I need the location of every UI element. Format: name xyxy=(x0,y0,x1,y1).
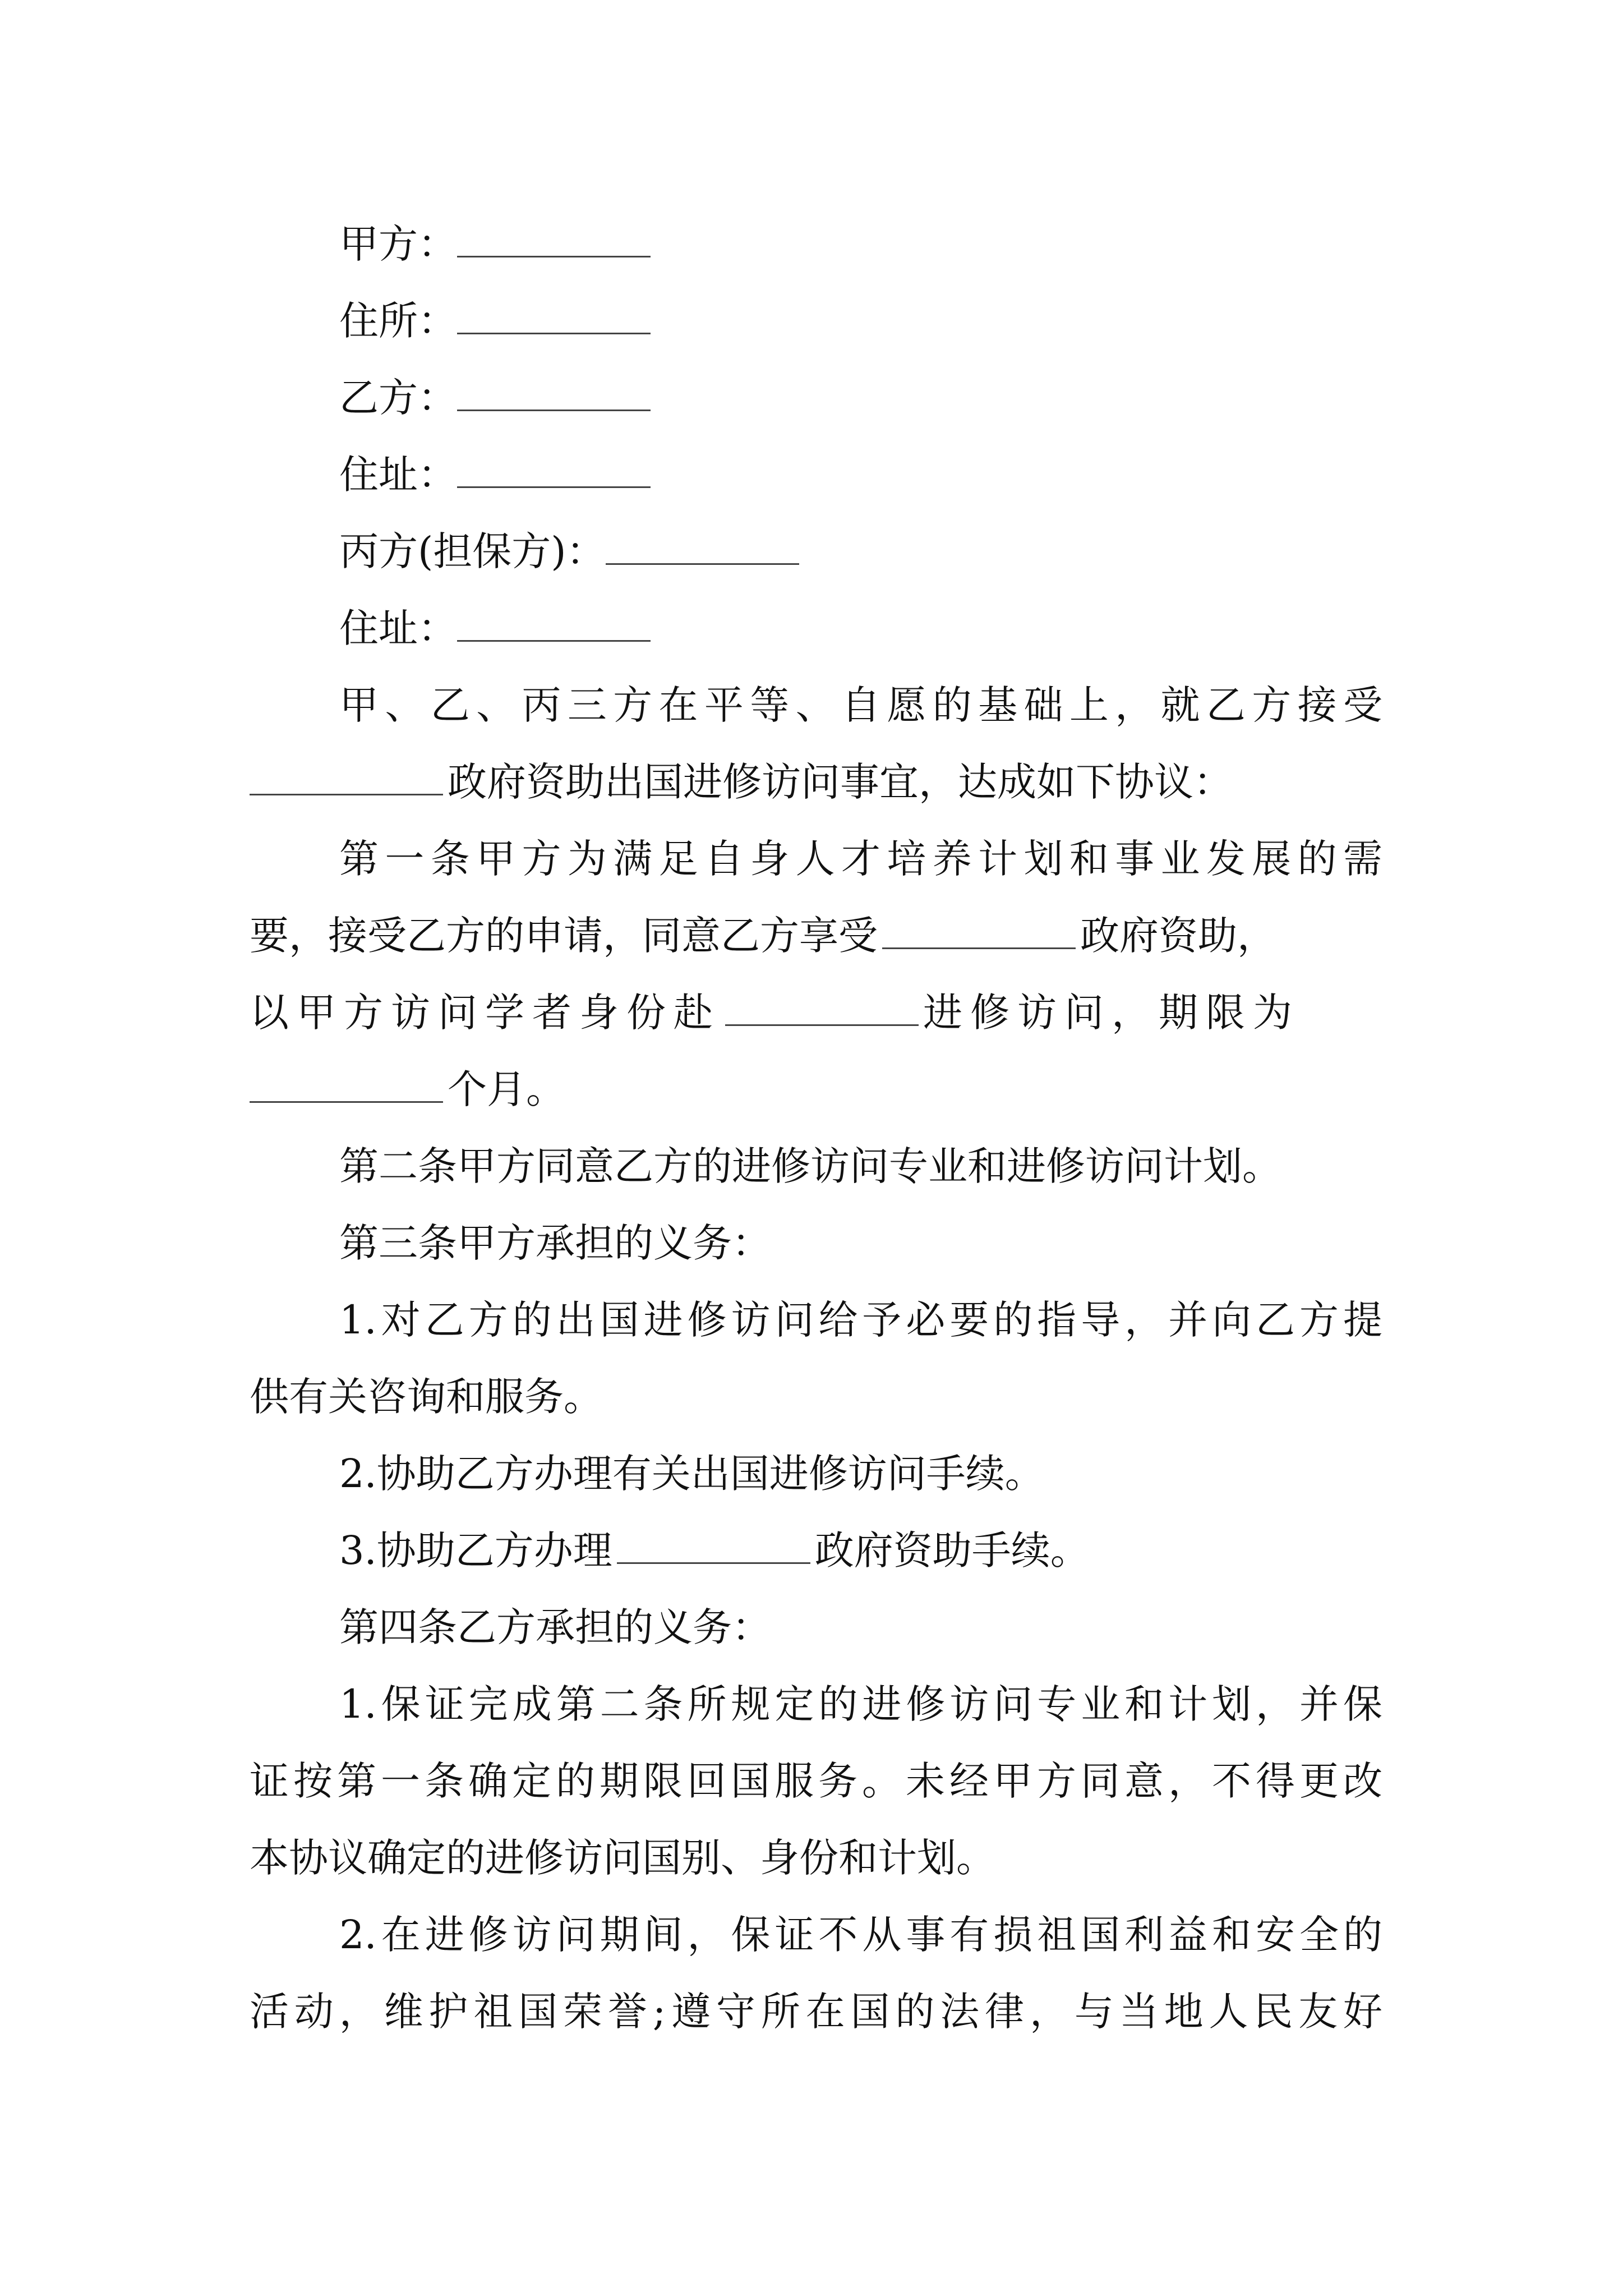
intro-line-2 xyxy=(250,754,1382,810)
party-b-address-label: 住址： xyxy=(339,452,457,498)
article4-title: 第四条乙方承担的义务： xyxy=(339,1604,771,1650)
intro-line-2-text: 政府资助出国进修访问事宜，达成如下协议： xyxy=(448,759,1233,805)
article1-line-4-after: 个月。 xyxy=(448,1066,565,1112)
party-c-label: 丙方(担保方)： xyxy=(339,528,606,574)
article1-line-3-before: 以甲方访问学者身份赴 xyxy=(250,990,721,1036)
party-b-blank xyxy=(457,376,651,411)
party-c-blank xyxy=(606,530,799,565)
intro-blank xyxy=(250,760,443,795)
article1-funding-blank xyxy=(882,914,1076,949)
article4-item1-line-2: 证按第一条确定的期限回国服务。未经甲方同意，不得更改 xyxy=(250,1758,1382,1804)
article1-line-2-before: 要，接受乙方的申请，同意乙方享受 xyxy=(250,913,878,959)
party-c-address-blank xyxy=(457,606,651,642)
party-b-label: 乙方： xyxy=(339,375,457,421)
party-c-row xyxy=(339,523,1382,579)
article3-item3-after: 政府资助手续。 xyxy=(814,1527,1090,1573)
article1-line-2 xyxy=(250,908,1382,964)
article3-item3-blank xyxy=(617,1529,810,1564)
article4-item2-line-1: 2.在进修访问期间，保证不从事有损祖国利益和安全的 xyxy=(339,1912,1382,1958)
article4-item2-line-2: 活动，维护祖国荣誉;遵守所在国的法律，与当地人民友好 xyxy=(250,1989,1382,2035)
intro-line-1: 甲、乙、丙三方在平等、自愿的基础上，就乙方接受 xyxy=(339,682,1382,728)
article1-months-blank xyxy=(250,1068,443,1103)
article3-item1-line-2: 供有关咨询和服务。 xyxy=(250,1374,603,1420)
article1-line-3-after: 进修访问，期限为 xyxy=(923,990,1300,1036)
party-b-address-row xyxy=(339,447,1382,503)
article2-text: 第二条甲方同意乙方的进修访问专业和进修访问计划。 xyxy=(339,1143,1281,1189)
article1-line-4 xyxy=(250,1061,1382,1117)
party-b-row xyxy=(339,370,1382,426)
article4-item1-line-1: 1.保证完成第二条所规定的进修访问专业和计划，并保 xyxy=(339,1681,1382,1727)
party-c-address-label: 住址： xyxy=(339,605,457,651)
party-c-address-row xyxy=(339,600,1382,656)
party-b-address-blank xyxy=(457,453,651,488)
article1-destination-blank xyxy=(725,991,919,1026)
party-a-residence-label: 住所： xyxy=(339,298,457,344)
article3-item2: 2.协助乙方办理有关出国进修访问手续。 xyxy=(339,1451,1044,1497)
party-a-blank xyxy=(457,222,651,257)
article1-line-2-after: 政府资助， xyxy=(1080,913,1276,959)
article3-item3-before: 3.协助乙方办理 xyxy=(339,1527,612,1573)
party-a-residence-row xyxy=(339,293,1382,349)
article3-item3 xyxy=(339,1522,1382,1579)
article4-item1-line-3: 本协议确定的进修访问国别、身份和计划。 xyxy=(250,1835,995,1881)
article1-line-1: 第一条甲方为满足自身人才培养计划和事业发展的需 xyxy=(339,836,1382,882)
article3-title: 第三条甲方承担的义务： xyxy=(339,1220,771,1266)
party-a-row xyxy=(339,216,1382,272)
article3-item1-line-1: 1.对乙方的出国进修访问给予必要的指导，并向乙方提 xyxy=(339,1297,1382,1343)
party-a-residence-blank xyxy=(457,299,651,334)
article1-line-3 xyxy=(250,984,1382,1041)
party-a-label: 甲方： xyxy=(339,221,457,267)
